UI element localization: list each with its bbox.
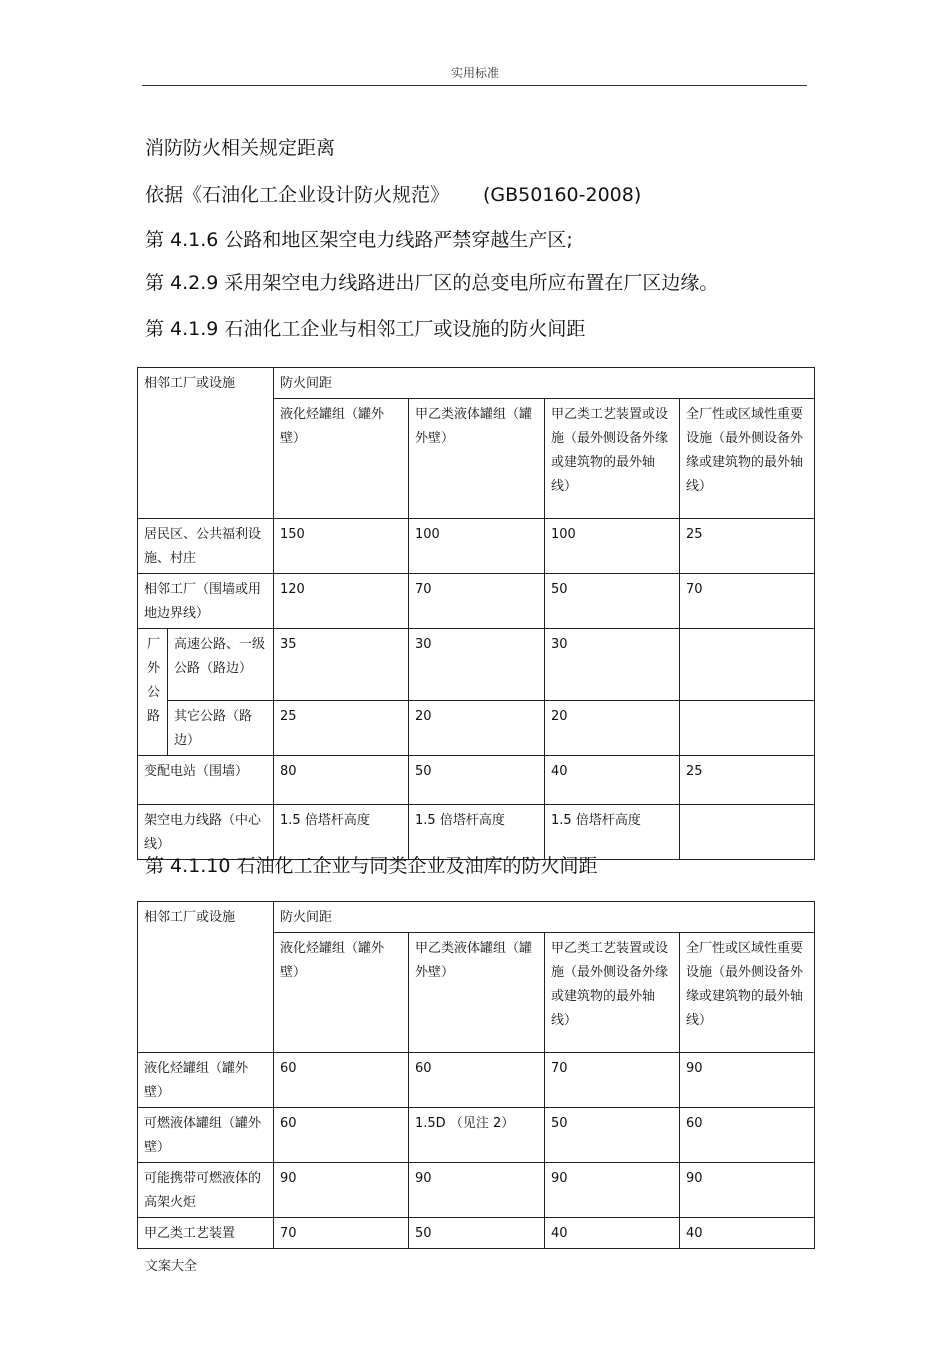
subheader-key-facility: 全厂性或区域性重要设施（最外侧设备外缘或建筑物的最外轴线） [680, 399, 815, 519]
cell-value: 1.5 倍塔杆高度 [274, 805, 409, 860]
table-row [138, 629, 815, 701]
cell-value: 20 [545, 701, 680, 756]
header-fire-distance: 防火间距 [274, 368, 815, 399]
cell-value [680, 629, 815, 701]
cell-value: 90 [545, 1163, 680, 1218]
table-row [138, 574, 815, 629]
clause-4-1-6: 第 4.1.6 公路和地区架空电力线路严禁穿越生产区; [145, 229, 573, 251]
cell-value: 100 [409, 519, 545, 574]
subheader-key-facility: 全厂性或区域性重要设施（最外侧设备外缘或建筑物的最外轴线） [680, 933, 815, 1053]
cell-value: 120 [274, 574, 409, 629]
cell-value: 20 [409, 701, 545, 756]
clause-4-2-9: 第 4.2.9 采用架空电力线路进出厂区的总变电所应布置在厂区边缘。 [145, 272, 719, 294]
row-label: 高速公路、一级公路（路边） [168, 629, 274, 701]
cell-value: 50 [545, 574, 680, 629]
cell-value: 90 [680, 1163, 815, 1218]
header-facility: 相邻工厂或设施 [138, 902, 274, 1053]
cell-value: 50 [545, 1108, 680, 1163]
cell-value: 50 [409, 756, 545, 805]
cell-value: 25 [680, 519, 815, 574]
cell-value: 50 [409, 1218, 545, 1249]
table-row [138, 1163, 815, 1218]
cell-value: 60 [274, 1053, 409, 1108]
page-header: 实用标准 [450, 66, 499, 80]
basis-standard-name: 依据《石油化工企业设计防火规范》 [145, 184, 450, 206]
subheader-liquid-tank: 甲乙类液体罐组（罐外壁） [409, 399, 545, 519]
cell-value: 40 [680, 1218, 815, 1249]
cell-value: 70 [409, 574, 545, 629]
row-label: 相邻工厂（围墙或用地边界线） [138, 574, 274, 629]
cell-value: 1.5 倍塔杆高度 [409, 805, 545, 860]
cell-value [680, 701, 815, 756]
subheader-process-unit: 甲乙类工艺装置或设施（最外侧设备外缘或建筑物的最外轴线） [545, 399, 680, 519]
cell-value: 1.5 倍塔杆高度 [545, 805, 680, 860]
clause-4-1-9-title: 第 4.1.9 石油化工企业与相邻工厂或设施的防火间距 [145, 318, 586, 340]
row-label: 甲乙类工艺装置 [138, 1218, 274, 1249]
row-group-label: 厂外公路 [138, 629, 168, 756]
row-label: 可燃液体罐组（罐外壁） [138, 1108, 274, 1163]
cell-value: 30 [409, 629, 545, 701]
table-row [138, 701, 815, 756]
row-label: 居民区、公共福利设施、村庄 [138, 519, 274, 574]
basis-line [145, 180, 641, 207]
cell-value: 80 [274, 756, 409, 805]
row-label: 架空电力线路（中心线） [138, 805, 274, 860]
table-row [138, 756, 815, 805]
row-label: 其它公路（路边） [168, 701, 274, 756]
cell-value: 30 [545, 629, 680, 701]
header-rule [142, 85, 807, 86]
cell-value: 60 [680, 1108, 815, 1163]
table-header-row [138, 368, 815, 399]
subheader-lpg-tank: 液化烃罐组（罐外壁） [274, 399, 409, 519]
table-row [138, 1108, 815, 1163]
cell-value: 90 [409, 1163, 545, 1218]
table-row [138, 519, 815, 574]
cell-value: 40 [545, 756, 680, 805]
row-label: 变配电站（围墙） [138, 756, 274, 805]
row-label: 可能携带可燃液体的高架火炬 [138, 1163, 274, 1218]
table-row [138, 1218, 815, 1249]
subheader-liquid-tank: 甲乙类液体罐组（罐外壁） [409, 933, 545, 1053]
cell-value: 70 [274, 1218, 409, 1249]
subheader-lpg-tank: 液化烃罐组（罐外壁） [274, 933, 409, 1053]
subheader-process-unit: 甲乙类工艺装置或设施（最外侧设备外缘或建筑物的最外轴线） [545, 933, 680, 1053]
clause-4-1-10-title: 第 4.1.10 石油化工企业与同类企业及油库的防火间距 [145, 855, 598, 877]
table-row [138, 1053, 815, 1108]
fire-distance-table-same-type [137, 901, 815, 1249]
row-label: 液化烃罐组（罐外壁） [138, 1053, 274, 1108]
cell-value: 60 [409, 1053, 545, 1108]
cell-value: 40 [545, 1218, 680, 1249]
basis-standard-code: (GB50160-2008) [483, 184, 642, 206]
table-header-row [138, 902, 815, 933]
cell-value: 25 [274, 701, 409, 756]
header-fire-distance: 防火间距 [274, 902, 815, 933]
cell-value: 100 [545, 519, 680, 574]
cell-value: 90 [274, 1163, 409, 1218]
cell-value [680, 805, 815, 860]
cell-value: 90 [680, 1053, 815, 1108]
fire-distance-table-neighbors [137, 367, 815, 860]
page-footer: 文案大全 [145, 1259, 198, 1274]
cell-value: 70 [680, 574, 815, 629]
cell-value: 150 [274, 519, 409, 574]
cell-value: 35 [274, 629, 409, 701]
cell-value: 1.5D （见注 2） [409, 1108, 545, 1163]
header-facility: 相邻工厂或设施 [138, 368, 274, 519]
cell-value: 25 [680, 756, 815, 805]
cell-value: 60 [274, 1108, 409, 1163]
cell-value: 70 [545, 1053, 680, 1108]
section-title: 消防防火相关规定距离 [145, 137, 336, 159]
